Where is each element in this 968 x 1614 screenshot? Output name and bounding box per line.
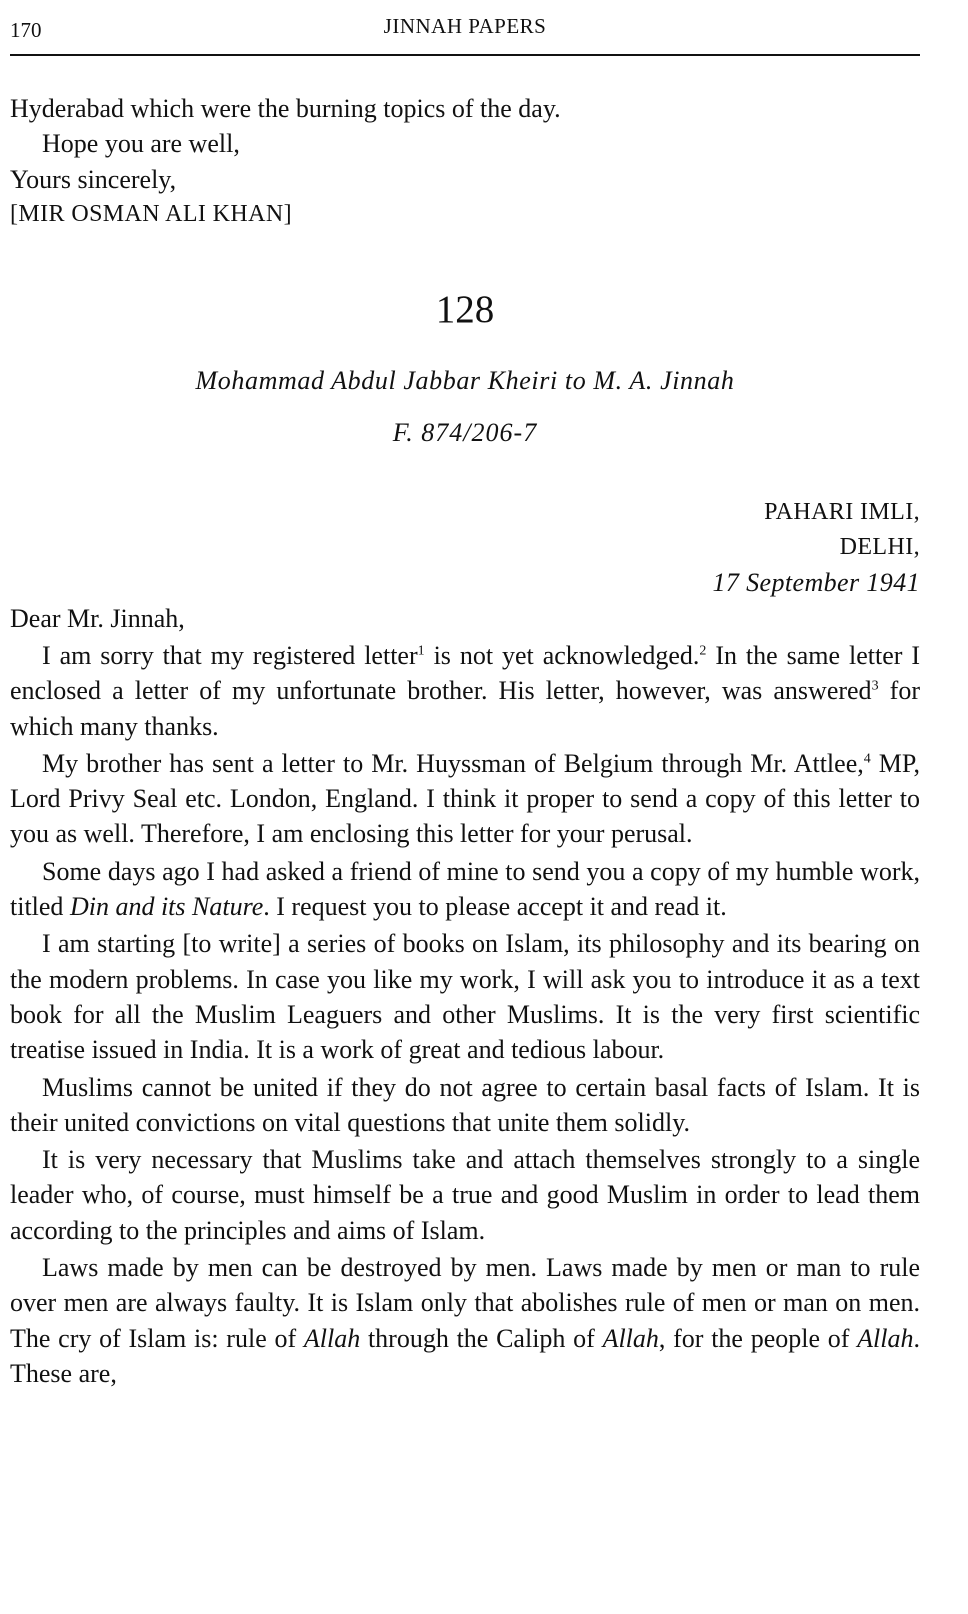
footnote-marker-4: 4 bbox=[863, 751, 871, 767]
paragraph-4: I am starting [to write] a series of books on Islam, its philosophy and its bearing on the modern problems. In case you like my work, I will ask you to introduce it as a text book for all the Muslim Leaguers and other Muslims. It is the very first scientific treatise issued in India. It is a work of great and tedious labour. bbox=[10, 929, 920, 1065]
signature: [MIR OSMAN ALI KHAN] bbox=[10, 200, 292, 227]
paragraph-3-text-a: Some days ago I had asked a friend of mine to send you a copy of my humble work, titled bbox=[10, 856, 920, 922]
footnote-marker-1: 1 bbox=[417, 643, 425, 659]
address-line-2: DELHI, bbox=[839, 534, 920, 561]
paragraph-2 bbox=[10, 746, 920, 852]
paragraph-1-text-d: for which many thanks. bbox=[10, 676, 920, 741]
paragraph-1-text-a: I am sorry that my registered letter bbox=[42, 640, 418, 670]
page-number: 170 bbox=[10, 18, 42, 42]
address-line-1: PAHARI IMLI, bbox=[764, 498, 920, 525]
paragraph-3 bbox=[10, 854, 920, 925]
paragraph-1-text-c: In the same letter I enclosed a letter of my unfortunate brother. His letter, however, was answered bbox=[10, 640, 920, 706]
allah-italic-2: Allah bbox=[602, 1323, 659, 1353]
book-title: JINNAH PAPERS bbox=[383, 14, 547, 38]
paragraph-7-text-a: Laws made by men can be destroyed by men. Laws made by men or man to rule over men are always faulty. It is Islam only that abolishes rule of men or man on men. The cry of Islam is: rule of bbox=[10, 1253, 920, 1353]
paragraph-7-text-b: through the Caliph of bbox=[360, 1323, 603, 1353]
book-title-italic: Din and its Nature bbox=[69, 892, 264, 922]
closing-line: Hope you are well, bbox=[42, 129, 240, 159]
document-heading: Mohammad Abdul Jabbar Kheiri to M. A. Jinnah bbox=[195, 366, 735, 396]
salutation: Dear Mr. Jinnah, bbox=[10, 603, 185, 633]
paragraph-5: Muslims cannot be united if they do not agree to certain basal facts of Islam. It is their united convictions on vital questions that unite them solidly. bbox=[10, 1072, 920, 1137]
paragraph-2-text-b: MP, Lord Privy Seal etc. London, England. I think it proper to send a copy of this letter to you as well. Therefore, I am enclosing this letter for your perusal. bbox=[10, 748, 920, 849]
page-body bbox=[10, 91, 920, 1391]
paragraph-1-text-b: is not yet acknowledged. bbox=[424, 640, 700, 670]
sender-address bbox=[10, 495, 920, 601]
paragraph-7-text-d: . These are, bbox=[10, 1323, 920, 1388]
running-head bbox=[10, 0, 920, 56]
continued-paragraph: Hyderabad which were the burning topics of the day. bbox=[10, 94, 561, 123]
paragraph-2-text-a: My brother has sent a letter to Mr. Huyssman of Belgium through Mr. Attlee, bbox=[42, 748, 864, 778]
paragraph-6: It is very necessary that Muslims take and attach themselves strongly to a single leader who, of course, must himself be a true and good Muslim in order to lead them according to the principles and aims of Islam. bbox=[10, 1145, 920, 1245]
paragraph-3-text-b: . I request you to please accept it and read it. bbox=[263, 892, 727, 922]
footnote-marker-3: 3 bbox=[871, 678, 879, 694]
file-reference: F. 874/206-7 bbox=[392, 418, 538, 448]
allah-italic-3: Allah bbox=[857, 1323, 914, 1353]
paragraph-7 bbox=[10, 1250, 920, 1391]
previous-letter-ending bbox=[10, 91, 920, 232]
document-number: 128 bbox=[435, 288, 495, 332]
paragraph-1 bbox=[10, 638, 920, 744]
book-page bbox=[10, 0, 920, 1614]
footnote-marker-2: 2 bbox=[699, 643, 707, 659]
allah-italic-1: Allah bbox=[303, 1323, 361, 1353]
paragraph-7-text-c: , for the people of bbox=[658, 1323, 858, 1353]
letter-date: 17 September 1941 bbox=[712, 568, 920, 598]
valediction: Yours sincerely, bbox=[10, 164, 177, 194]
